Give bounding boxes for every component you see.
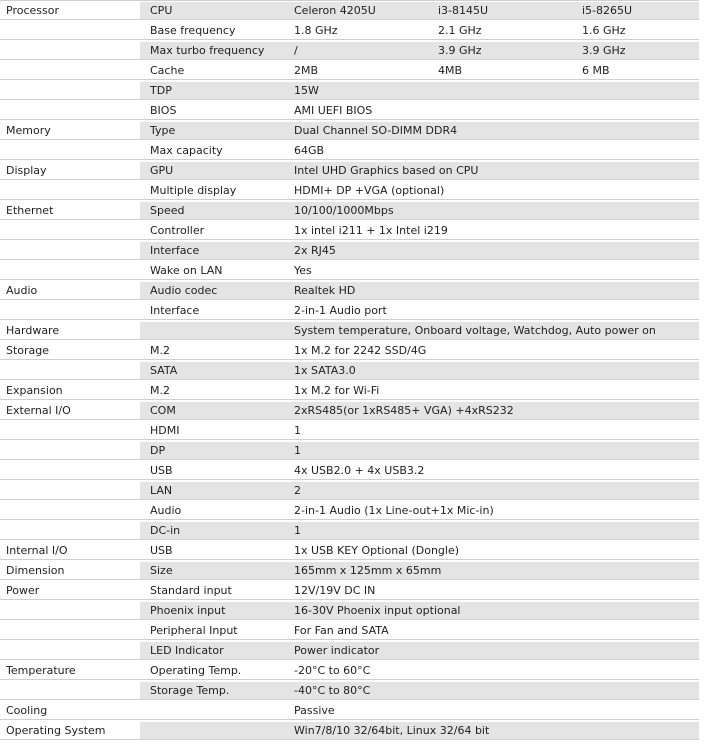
spec-item-label: BIOS [150, 104, 177, 117]
row-background [140, 202, 699, 220]
spec-item-label: Cache [150, 64, 185, 77]
table-row [0, 360, 704, 380]
spec-value: 1 [294, 424, 301, 437]
spec-value: 2 [294, 484, 301, 497]
spec-item-label: HDMI [150, 424, 180, 437]
spec-value: -20°C to 60°C [294, 664, 371, 677]
spec-value: 16-30V Phoenix input optional [294, 604, 461, 617]
table-row [0, 380, 704, 400]
spec-item-label: USB [150, 544, 173, 557]
spec-item-label: Peripheral Input [150, 624, 238, 637]
category-label: Storage [6, 344, 50, 357]
table-row [0, 700, 704, 720]
spec-item-label: Base frequency [150, 24, 236, 37]
table-row [0, 20, 704, 40]
row-background [140, 242, 699, 260]
spec-item-label: Wake on LAN [150, 264, 223, 277]
spec-value: Power indicator [294, 644, 380, 657]
table-row [0, 560, 704, 580]
spec-value: Celeron 4205U [294, 4, 376, 17]
row-background [140, 62, 699, 80]
spec-value: 1x intel i211 + 1x Intel i219 [294, 224, 448, 237]
spec-value: 1 [294, 524, 301, 537]
table-row [0, 40, 704, 60]
table-row [0, 280, 704, 300]
spec-item-label: Phoenix input [150, 604, 226, 617]
spec-item-label: LAN [150, 484, 173, 497]
spec-value: HDMI+ DP +VGA (optional) [294, 184, 445, 197]
spec-item-label: M.2 [150, 344, 170, 357]
category-label: Display [6, 164, 47, 177]
row-background [140, 422, 699, 440]
row-divider [0, 739, 699, 740]
table-row [0, 0, 704, 20]
spec-item-label: Operating Temp. [150, 664, 242, 677]
category-label: Processor [6, 4, 59, 17]
spec-value: Intel UHD Graphics based on CPU [294, 164, 479, 177]
spec-value: 1 [294, 444, 301, 457]
spec-value: 64GB [294, 144, 325, 157]
spec-value: 3.9 GHz [438, 44, 482, 57]
spec-value: 2xRS485(or 1xRS485+ VGA) +4xRS232 [294, 404, 514, 417]
table-row [0, 440, 704, 460]
spec-item-label: DP [150, 444, 166, 457]
table-row [0, 160, 704, 180]
table-row [0, 600, 704, 620]
row-background [140, 102, 699, 120]
spec-item-label: COM [150, 404, 176, 417]
spec-value: 1x USB KEY Optional (Dongle) [294, 544, 460, 557]
spec-value: 1.6 GHz [582, 24, 626, 37]
table-row [0, 400, 704, 420]
table-row [0, 220, 704, 240]
table-row [0, 320, 704, 340]
spec-value: 2MB [294, 64, 319, 77]
spec-value: System temperature, Onboard voltage, Watchdog, Auto power on [294, 324, 656, 337]
spec-item-label: Interface [150, 244, 200, 257]
table-row [0, 340, 704, 360]
spec-item-label: Speed [150, 204, 185, 217]
spec-value: 1.8 GHz [294, 24, 338, 37]
spec-value: Yes [294, 264, 312, 277]
row-background [140, 362, 699, 380]
spec-value: 2-in-1 Audio port [294, 304, 387, 317]
spec-value: 15W [294, 84, 319, 97]
row-background [140, 442, 699, 460]
table-row [0, 660, 704, 680]
category-label: Operating System [6, 724, 106, 737]
spec-value: 12V/19V DC IN [294, 584, 376, 597]
table-row [0, 720, 704, 740]
category-label: Ethernet [6, 204, 54, 217]
row-background [140, 262, 699, 280]
spec-item-label: Size [150, 564, 173, 577]
spec-item-label: Controller [150, 224, 205, 237]
category-label: Temperature [6, 664, 76, 677]
table-row [0, 500, 704, 520]
table-row [0, 180, 704, 200]
spec-item-label: Standard input [150, 584, 232, 597]
spec-value: 165mm x 125mm x 65mm [294, 564, 442, 577]
table-row [0, 60, 704, 80]
category-label: External I/O [6, 404, 71, 417]
spec-item-label: DC-in [150, 524, 181, 537]
spec-value: 2x RJ45 [294, 244, 336, 257]
table-row [0, 240, 704, 260]
table-row [0, 140, 704, 160]
table-row [0, 460, 704, 480]
category-label: Internal I/O [6, 544, 68, 557]
table-row [0, 620, 704, 640]
table-row [0, 80, 704, 100]
spec-item-label: CPU [150, 4, 173, 17]
table-row [0, 580, 704, 600]
row-background [140, 482, 699, 500]
category-label: Hardware [6, 324, 60, 337]
spec-item-label: Storage Temp. [150, 684, 230, 697]
spec-value: 1x M.2 for 2242 SSD/4G [294, 344, 427, 357]
spec-value: 2.1 GHz [438, 24, 482, 37]
spec-item-label: Max capacity [150, 144, 223, 157]
spec-value: Win7/8/10 32/64bit, Linux 32/64 bit [294, 724, 490, 737]
table-row [0, 260, 704, 280]
row-background [140, 382, 699, 400]
spec-item-label: Interface [150, 304, 200, 317]
spec-value: i3-8145U [438, 4, 489, 17]
spec-value: AMI UEFI BIOS [294, 104, 373, 117]
spec-value: / [294, 44, 298, 57]
category-label: Memory [6, 124, 51, 137]
table-row [0, 480, 704, 500]
spec-item-label: USB [150, 464, 173, 477]
category-label: Cooling [6, 704, 48, 717]
spec-value: Dual Channel SO-DIMM DDR4 [294, 124, 458, 137]
spec-item-label: Multiple display [150, 184, 237, 197]
table-row [0, 100, 704, 120]
spec-item-label: M.2 [150, 384, 170, 397]
spec-value: i5-8265U [582, 4, 633, 17]
spec-value: Realtek HD [294, 284, 356, 297]
spec-item-label: Audio [150, 504, 182, 517]
category-label: Audio [6, 284, 38, 297]
spec-item-label: SATA [150, 364, 178, 377]
spec-item-label: Type [150, 124, 176, 137]
table-top-rule [0, 0, 699, 1]
spec-value: 2-in-1 Audio (1x Line-out+1x Mic-in) [294, 504, 494, 517]
row-background [140, 302, 699, 320]
table-row [0, 120, 704, 140]
row-background [140, 522, 699, 540]
table-row [0, 640, 704, 660]
category-label: Power [6, 584, 40, 597]
spec-value: For Fan and SATA [294, 624, 389, 637]
row-background [140, 142, 699, 160]
spec-item-label: TDP [150, 84, 172, 97]
category-label: Dimension [6, 564, 65, 577]
table-row [0, 200, 704, 220]
spec-item-label: Audio codec [150, 284, 218, 297]
table-row [0, 680, 704, 700]
spec-value: 1x M.2 for Wi-Fi [294, 384, 380, 397]
spec-value: 3.9 GHz [582, 44, 626, 57]
spec-value: 4MB [438, 64, 463, 77]
spec-item-label: Max turbo frequency [150, 44, 265, 57]
spec-value: 10/100/1000Mbps [294, 204, 394, 217]
table-row [0, 540, 704, 560]
spec-item-label: GPU [150, 164, 174, 177]
spec-value: 1x SATA3.0 [294, 364, 356, 377]
row-background [140, 702, 699, 720]
table-row [0, 420, 704, 440]
table-row [0, 300, 704, 320]
row-background [140, 282, 699, 300]
spec-value: 6 MB [582, 64, 610, 77]
spec-value: -40°C to 80°C [294, 684, 371, 697]
table-row [0, 520, 704, 540]
spec-value: 4x USB2.0 + 4x USB3.2 [294, 464, 425, 477]
category-label: Expansion [6, 384, 63, 397]
spec-item-label: LED Indicator [150, 644, 224, 657]
row-background [140, 82, 699, 100]
spec-value: Passive [294, 704, 335, 717]
